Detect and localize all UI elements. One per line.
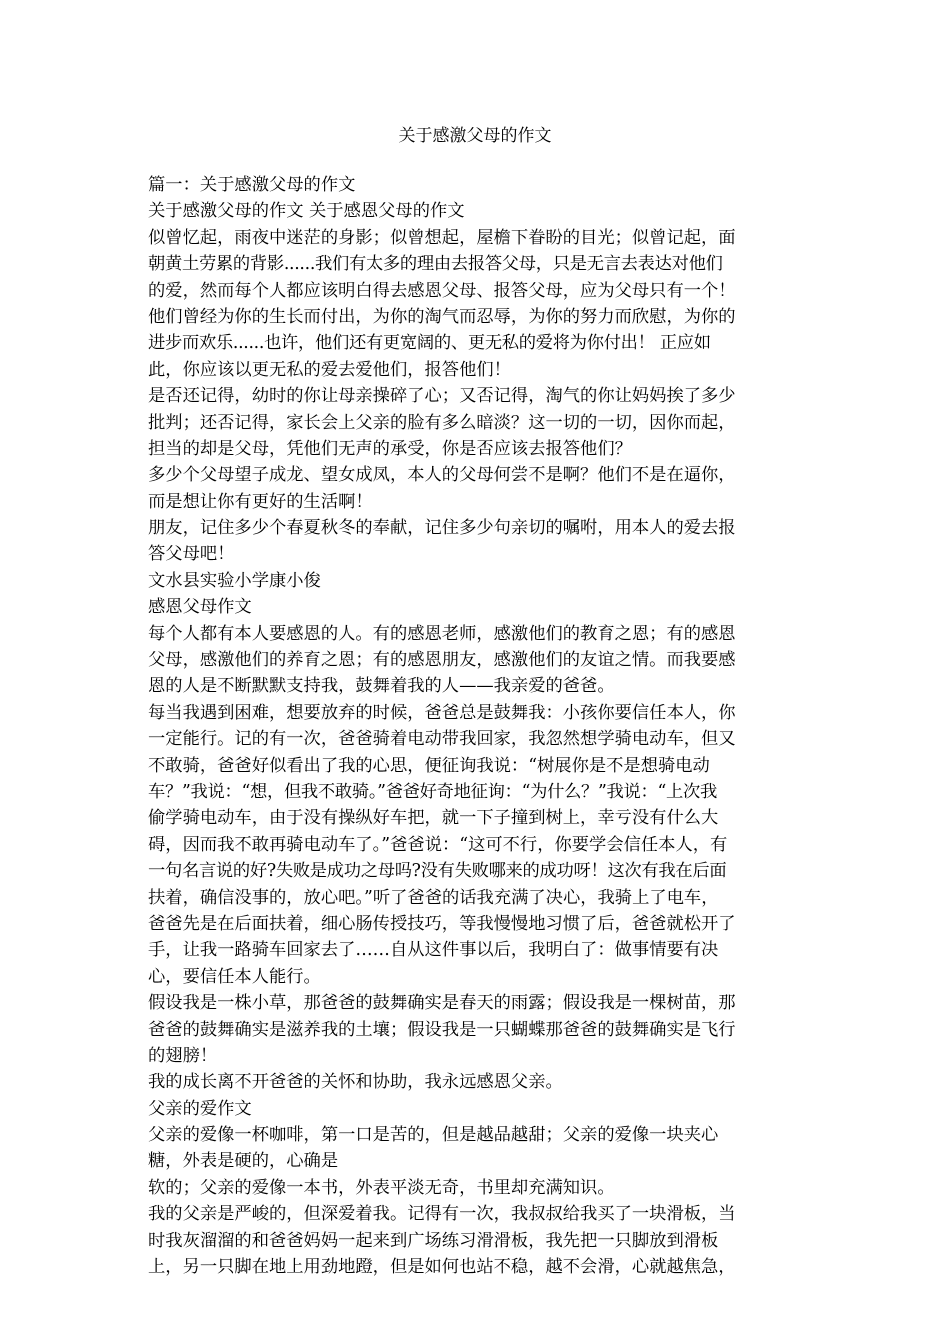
text-line: 进步而欢乐......也许，他们还有更宽阔的、更无私的爱将为你付出！ 正应如 <box>148 333 711 354</box>
text-line: 一定能行。记的有一次，爸爸骑着电动带我回家，我忽然想学骑电动车，但又 <box>148 729 736 750</box>
text-line: 篇一：关于感激父母的作文 <box>148 175 356 195</box>
text-line: 心，要信任本人能行。 <box>148 966 321 987</box>
text-line: 每个人都有本人要感恩的人。有的感恩老师，感激他们的教育之恩；有的感恩 <box>148 623 736 644</box>
text-line: 车？”我说：“想，但我不敢骑。”爸爸好奇地征询：“为什么？”我说：“上次我 <box>148 781 717 802</box>
text-line: 父亲的爱作文 <box>148 1098 252 1119</box>
text-line: 朋友，记住多少个春夏秋冬的奉献，记住多少句亲切的嘱咐，用本人的爱去报 <box>148 518 736 539</box>
text-line: 糖，外表是硬的，心确是 <box>148 1151 339 1172</box>
text-line: 扶着，确信没事的，放心吧。”听了爸爸的话我充满了决心，我骑上了电车， <box>148 887 719 908</box>
text-line: 朝黄土劳累的背影......我们有太多的理由去报答父母，只是无言去表达对他们 <box>148 254 723 275</box>
text-line: 我的父亲是严峻的，但深爱着我。记得有一次，我叔叔给我买了一块滑板，当 <box>148 1204 736 1225</box>
text-line: 我的成长离不开爸爸的关怀和协助，我永远感恩父亲。 <box>148 1072 563 1093</box>
text-line: 恩的人是不断默默支持我，鼓舞着我的人——我亲爱的爸爸。 <box>148 676 615 697</box>
text-line: 似曾忆起，雨夜中迷茫的身影；似曾想起，屋檐下眷盼的目光；似曾记起，面 <box>148 227 736 248</box>
text-line: 爸爸的鼓舞确实是滋养我的土壤；假设我是一只蝴蝶那爸爸的鼓舞确实是飞行 <box>148 1019 736 1040</box>
text-line: 感恩父母作文 <box>148 597 252 618</box>
text-line: 而是想让你有更好的生活啊！ <box>148 491 373 512</box>
text-line: 上，另一只脚在地上用劲地蹬，但是如何也站不稳，越不会滑，心就越焦急， <box>148 1257 736 1278</box>
text-line: 答父母吧！ <box>148 544 235 565</box>
text-line: 的翅膀！ <box>148 1045 218 1066</box>
text-line: 担当的却是父母，凭他们无声的承受，你是否应该去报答他们？ <box>148 438 632 459</box>
text-line: 偷学骑电动车，由于没有操纵好车把，就一下子撞到树上，幸亏没有什么大 <box>148 808 719 829</box>
text-line: 碍，因而我不敢再骑电动车了。”爸爸说：“这可不行，你要学会信任本人，有 <box>148 834 728 855</box>
text-line: 软的；父亲的爱像一本书，外表平淡无奇，书里却充满知识。 <box>148 1177 615 1198</box>
text-line: 他们曾经为你的生长而付出，为你的淘气而忍辱，为你的努力而欣慰，为你的 <box>148 306 736 327</box>
text-line: 文水县实验小学康小俊 <box>148 570 321 591</box>
text-line: 一句名言说的好?失败是成功之母吗?没有失败哪来的成功呀！这次有我在后面 <box>148 861 727 882</box>
text-line: 假设我是一株小草，那爸爸的鼓舞确实是春天的雨露；假设我是一棵树苗，那 <box>148 993 736 1014</box>
document-body <box>148 172 802 1280</box>
text-line: 时我灰溜溜的和爸爸妈妈一起来到广场练习滑滑板，我先把一只脚放到滑板 <box>148 1230 719 1251</box>
text-line: 不敢骑，爸爸好似看出了我的心思，便征询我说：“树展你是不是想骑电动 <box>148 755 710 776</box>
text-line: 的爱，然而每个人都应该明白得去感恩父母、报答父母，应为父母只有一个！ <box>148 280 736 301</box>
text-line: 手，让我一路骑车回家去了……自从这件事以后，我明白了：做事情要有决 <box>148 940 719 961</box>
text-line: 爸爸先是在后面扶着，细心肠传授技巧，等我慢慢地习惯了后，爸爸就松开了 <box>148 913 736 934</box>
text-line: 多少个父母望子成龙、望女成凤，本人的父母何尝不是啊？他们不是在逼你， <box>148 465 736 486</box>
text-line: 关于感激父母的作文 关于感恩父母的作文 <box>148 201 465 222</box>
document-title: 关于感激父母的作文 <box>398 126 552 146</box>
text-line: 是否还记得，幼时的你让母亲操碎了心；又否记得，淘气的你让妈妈挨了多少 <box>148 386 736 407</box>
text-line: 此，你应该以更无私的爱去爱他们，报答他们！ <box>148 359 511 380</box>
text-line: 每当我遇到困难，想要放弃的时候，爸爸总是鼓舞我：小孩你要信任本人，你 <box>148 702 736 723</box>
text-line: 父母，感激他们的养育之恩；有的感恩朋友，感激他们的友谊之情。而我要感 <box>148 650 736 671</box>
text-line: 父亲的爱像一杯咖啡，第一口是苦的，但是越品越甜；父亲的爱像一块夹心 <box>148 1125 719 1146</box>
text-line: 批判；还否记得，家长会上父亲的脸有多么暗淡？这一切的一切，因你而起， <box>148 412 736 433</box>
